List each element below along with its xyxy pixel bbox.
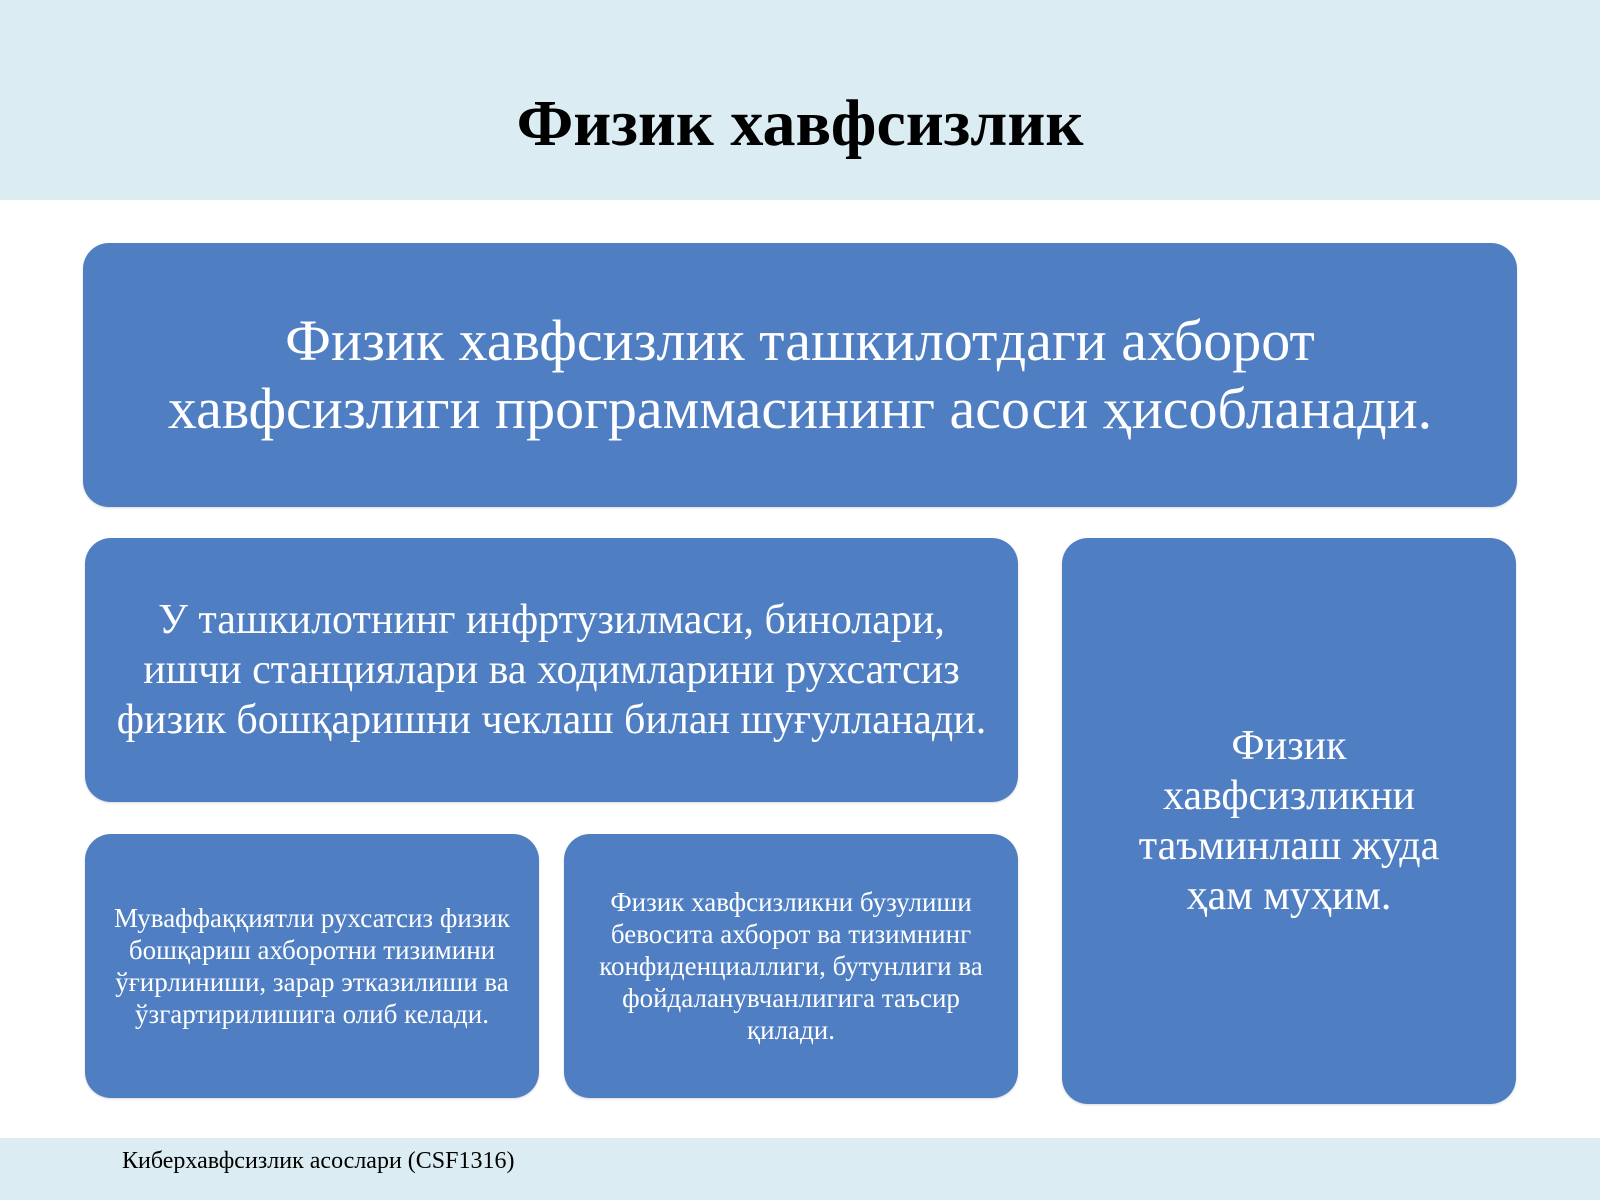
definition-text: Физик хавфсизлик ташкилотдаги ахборот хавфсизлиги программасининг асоси ҳисобланади. — [167, 308, 1433, 441]
footer-course-label: Киберхавфсизлик асослари (CSF1316) — [122, 1148, 515, 1174]
scope-text: У ташкилотнинг инфртузилмаси, бинолари, ишчи станциялари ва ходимларини рухсатсиз физик бошқаришни чеклаш билан шуғулланади. — [116, 597, 987, 743]
scope-box — [85, 538, 1018, 802]
slide-title: Физик хавфсизлик — [516, 87, 1084, 160]
consequence-text: Муваффаққиятли рухсатсиз физик бошқариш ахборотни тизимини ўғирлиниши, зарар этказилиши ва ўзгартирилишига олиб келади. — [113, 903, 511, 1029]
impact-box — [564, 834, 1018, 1098]
importance-text: Физик хавфсизликни таъминлаш жуда ҳам муҳим. — [1138, 723, 1440, 919]
impact-text: Физик хавфсизликни бузулиши бевосита ахборот ва тизимнинг конфиденциаллиги, бутунлиги ва фойдаланувчанлигига таъсир қилади. — [599, 887, 983, 1045]
definition-box — [83, 243, 1517, 507]
consequence-box — [85, 834, 539, 1098]
importance-box — [1062, 538, 1516, 1104]
